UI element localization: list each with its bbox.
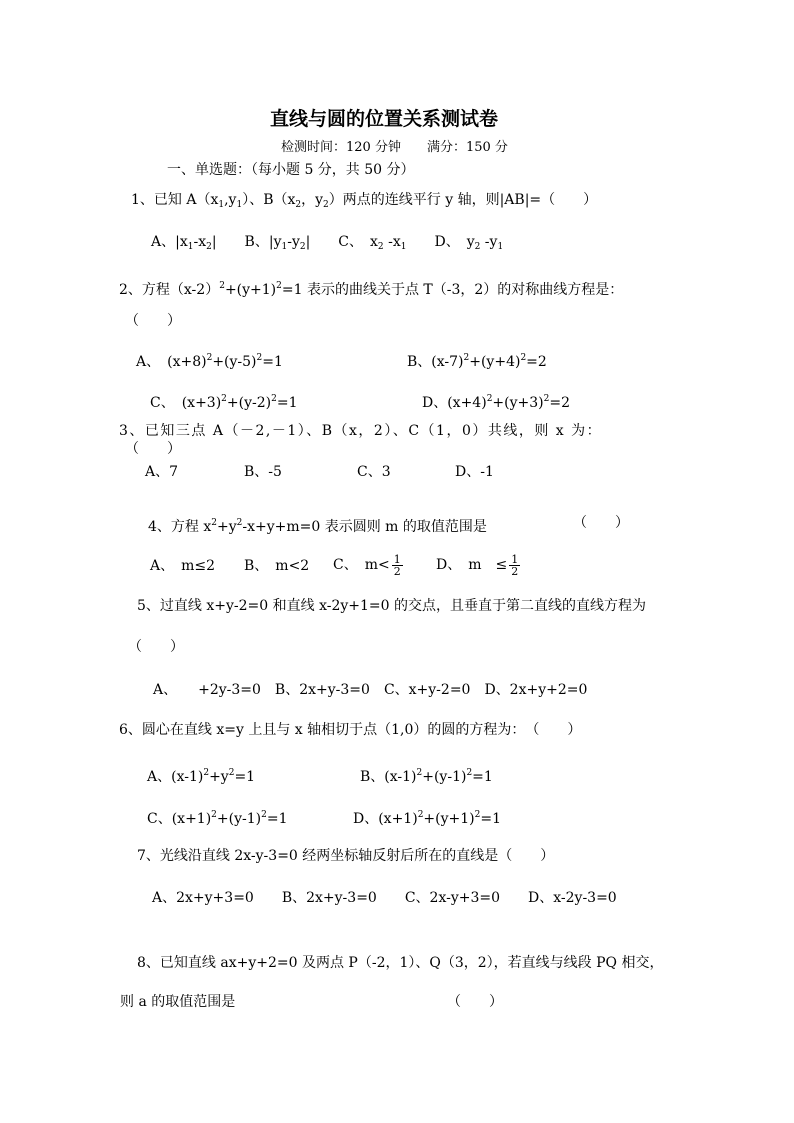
question-3-option-d: D、-1 [455,464,494,480]
question-3-option-b: B、-5 [244,464,282,480]
question-2-option-a: A、 $(x+8)^2+(y-5)^2=1$ [136,353,283,370]
question-2-option-b: B、$(x-7)^2+(y+4)^2=2$ [407,353,547,370]
question-5: 5、过直线 x+y-2=0 和直线 x-2y+1=0 的交点，且垂直于第二直线的直线方程为 [137,598,646,614]
question-2-option-c: C、 $(x+3)^2+(y-2)^2=1$ [150,394,298,411]
section-heading: 一、单选题：（每小题 5 分，共 50 分） [167,162,415,178]
question-6-option-a: A、$(x-1)^2+y^2=1$ [147,768,256,785]
question-2-option-d: D、$(x+4)^2+(y+3)^2=2$ [422,394,570,411]
question-1: 1、已知 $A(x_1,y_1)$、$B(x_2$，$y_2$）两点的连线平行 y 轴，则|AB|=（ ） [131,192,598,210]
question-4-blank: （ ） [573,515,629,531]
fraction-one-half: $\frac{1}{2}$ [511,552,519,578]
question-4-option-a: A、 m≤2 [150,558,216,574]
question-6: 6、圆心在直线 x=y 上且与 x 轴相切于点（1,0）的圆的方程为： （ ） [119,722,582,738]
question-2: 2、方程$(x-2)^2+(y+1)^2=1$ 表示的曲线关于点 T（-3，2）的对称曲线方程是： [119,281,624,298]
question-8: 8、已知直线 ax+y+2=0 及两点 P（-2，1）、Q（3，2），若直线与线段 PQ 相交， [137,955,664,971]
question-5-blank: （ ） [128,639,184,655]
question-8-continued: 则 a 的取值范围是 [120,994,236,1010]
question-1-options: A、$|x_1-x_2|$ B、$|y_1-y_2|$ C、 $x_2$ $-x_1$ D、 $y_2$ $-y_1$ [151,234,504,252]
question-3-blank: （ ） [125,441,181,457]
fraction-one-half: $\frac{1}{2}$ [393,552,401,578]
question-5-options: A、 +2y-3=0 B、2x+y-3=0 C、x+y-2=0 D、2x+y+2=0 [153,682,588,698]
question-4-option-b: B、 m<2 [244,558,310,574]
question-3: 3、已知三点 A（－2,－1）、B（x，2）、C（1，0）共线，则 x 为： [119,423,603,439]
question-4-option-d: D、 m ≤ $\frac{1}{2}$ [436,552,519,578]
question-3-option-a: A、7 [145,464,179,480]
exam-info: 检测时间：120 分钟 满分：150 分 [281,140,508,155]
question-6-option-c: C、$(x+1)^2+(y-1)^2=1$ [147,810,288,827]
question-6-option-d: D、$(x+1)^2+(y+1)^2=1$ [353,810,501,827]
question-4: 4、方程 $x^2+y^2-x+y+m=0$ 表示圆则 m 的取值范围是 [148,518,487,535]
question-6-option-b: B、$(x-1)^2+(y-1)^2=1$ [360,768,493,785]
question-8-blank: （ ） [447,994,503,1010]
question-7: 7、光线沿直线 2x-y-3=0 经两坐标轴反射后所在的直线是（ ） [137,848,555,864]
page-title: 直线与圆的位置关系测试卷 [270,108,499,130]
question-3-option-c: C、3 [357,464,391,480]
question-7-options: A、2x+y+3=0 B、2x+y-3=0 C、2x-y+3=0 D、x-2y-3=0 [152,890,617,906]
question-2-blank: （ ） [125,313,181,329]
question-4-option-c: C、 m< $\frac{1}{2}$ [333,552,401,578]
